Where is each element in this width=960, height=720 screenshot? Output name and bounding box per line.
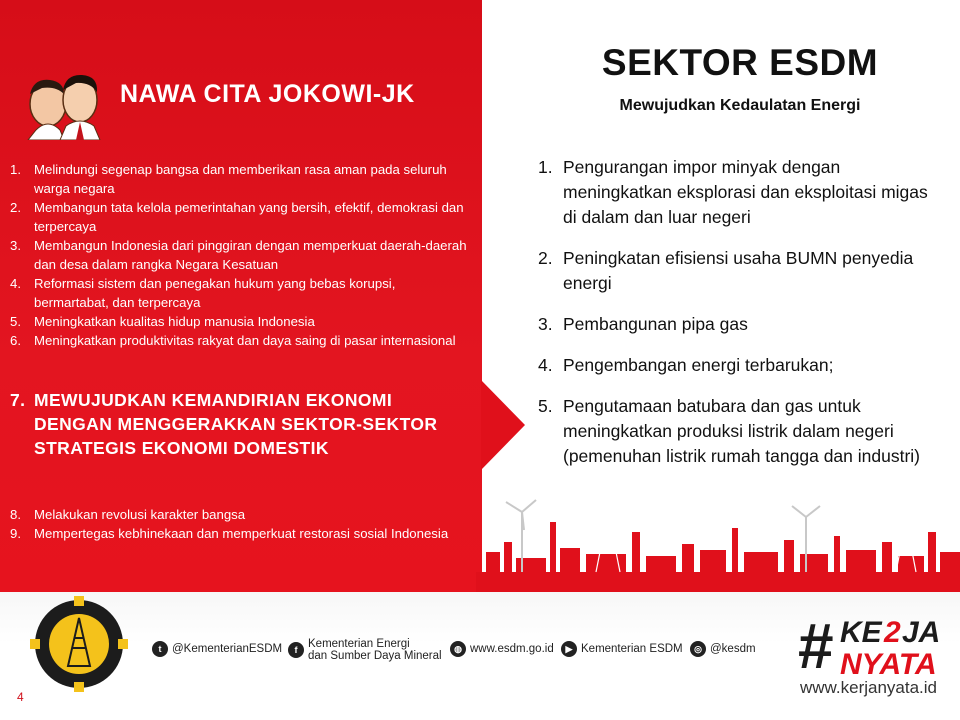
item-number: 5. bbox=[538, 396, 553, 416]
item-text: Reformasi sistem dan penegakan hukum yang bebas korupsi, bermartabat, dan terpercaya bbox=[34, 276, 396, 310]
item-text: Mempertegas kebhinekaan dan memperkuat restorasi sosial Indonesia bbox=[34, 526, 449, 541]
svg-text:JA: JA bbox=[902, 616, 941, 649]
item-text: Membangun tata kelola pemerintahan yang bersih, efektif, demokrasi dan terpercaya bbox=[34, 200, 464, 234]
website-link[interactable] bbox=[450, 641, 554, 657]
item-number: 1. bbox=[538, 157, 553, 177]
twitter-text: @KementerianESDM bbox=[172, 643, 283, 655]
item-number: 4. bbox=[538, 355, 553, 375]
item-text: Membangun Indonesia dari pinggiran dengan memperkuat daerah-daerah dan desa dalam rangka Negara Kesatuan bbox=[34, 238, 467, 272]
facebook-line2: dan Sumber Daya Mineral bbox=[308, 650, 442, 662]
leaders-portrait-illustration bbox=[20, 64, 110, 140]
twitter-icon: t bbox=[152, 641, 168, 657]
item-text: Pengembangan energi terbarukan; bbox=[563, 355, 834, 375]
youtube-icon: ▶ bbox=[561, 641, 577, 657]
list-item bbox=[538, 155, 938, 230]
item-text: Meningkatkan produktivitas rakyat dan daya saing di pasar internasional bbox=[34, 333, 456, 348]
page-subtitle: Mewujudkan Kedaulatan Energi bbox=[619, 97, 861, 114]
item-text: Peningkatan efisiensi usaha BUMN penyedia energi bbox=[563, 248, 914, 293]
list-item bbox=[10, 236, 470, 274]
highlighted-item bbox=[10, 388, 460, 460]
instagram-text: @kesdm bbox=[710, 643, 756, 655]
item-number: 9. bbox=[10, 526, 21, 541]
item-text: Melindungi segenap bangsa dan memberikan rasa aman pada seluruh warga negara bbox=[34, 162, 447, 196]
list-item bbox=[538, 353, 938, 378]
item-number: 7. bbox=[10, 390, 26, 410]
list-item-note bbox=[538, 444, 938, 469]
energy-industry-skyline-illustration bbox=[476, 492, 960, 592]
kerja-nyata-logo bbox=[798, 612, 948, 682]
facebook-text bbox=[308, 638, 442, 662]
item-text: (pemenuhan listrik rumah tangga dan industri) bbox=[563, 446, 920, 466]
nawa-cita-list-bottom bbox=[10, 505, 470, 543]
list-item bbox=[10, 160, 470, 198]
list-item bbox=[10, 505, 470, 524]
nawa-cita-list-top bbox=[10, 160, 470, 350]
item-text: Meningkatkan kualitas hidup manusia Indonesia bbox=[34, 314, 315, 329]
item-number: 6. bbox=[10, 333, 21, 348]
list-item bbox=[538, 312, 938, 337]
page-title: SEKTOR ESDM bbox=[601, 42, 879, 83]
svg-text:NYATA: NYATA bbox=[840, 648, 937, 681]
item-number: 2. bbox=[538, 248, 553, 268]
sektor-esdm-list bbox=[538, 155, 938, 485]
item-number: 4. bbox=[10, 276, 21, 291]
svg-text:KE: KE bbox=[840, 616, 882, 649]
list-item bbox=[10, 312, 470, 331]
item-text: MEWUJUDKAN KEMANDIRIAN EKONOMI DENGAN MENGGERAKKAN SEKTOR-SEKTOR STRATEGIS EKONOMI DOMESTIK bbox=[34, 390, 438, 458]
list-item bbox=[538, 394, 938, 444]
item-number: 3. bbox=[10, 238, 21, 253]
item-text: Pengutamaan batubara dan gas untuk meningkatkan produksi listrik dalam negeri bbox=[563, 396, 894, 441]
esdm-logo bbox=[30, 596, 128, 692]
list-item bbox=[10, 524, 470, 543]
facebook-icon: f bbox=[288, 642, 304, 658]
twitter-handle[interactable] bbox=[152, 641, 282, 657]
list-item bbox=[10, 331, 470, 350]
list-item bbox=[10, 198, 470, 236]
item-number: 8. bbox=[10, 507, 21, 522]
panel-arrow bbox=[481, 380, 525, 470]
item-number: 1. bbox=[10, 162, 21, 177]
item-text: Pengurangan impor minyak dengan meningkatkan eksplorasi dan eksploitasi migas di dalam dan luar negeri bbox=[563, 157, 928, 227]
item-text: Pembangunan pipa gas bbox=[563, 314, 748, 334]
svg-text:#: # bbox=[798, 612, 834, 682]
page-number: 4 bbox=[17, 690, 24, 704]
item-number bbox=[538, 444, 563, 469]
youtube-text: Kementerian ESDM bbox=[581, 643, 683, 655]
item-number: 5. bbox=[10, 314, 21, 329]
item-number: 2. bbox=[10, 200, 21, 215]
svg-text:2: 2 bbox=[884, 616, 901, 649]
youtube-link[interactable] bbox=[561, 641, 683, 657]
item-number: 3. bbox=[538, 314, 553, 334]
facebook-link[interactable] bbox=[288, 638, 442, 662]
item-text: Melakukan revolusi karakter bangsa bbox=[34, 507, 246, 522]
list-item bbox=[538, 246, 938, 296]
kerja-nyata-url[interactable]: www.kerjanyata.id bbox=[800, 678, 938, 697]
panel-title: NAWA CITA JOKOWI-JK bbox=[120, 80, 415, 108]
instagram-icon: ◎ bbox=[690, 641, 706, 657]
facebook-line1: Kementerian Energi bbox=[308, 638, 410, 650]
globe-icon: ◍ bbox=[450, 641, 466, 657]
instagram-link[interactable] bbox=[690, 641, 756, 657]
list-item bbox=[10, 274, 470, 312]
website-text: www.esdm.go.id bbox=[470, 643, 554, 655]
